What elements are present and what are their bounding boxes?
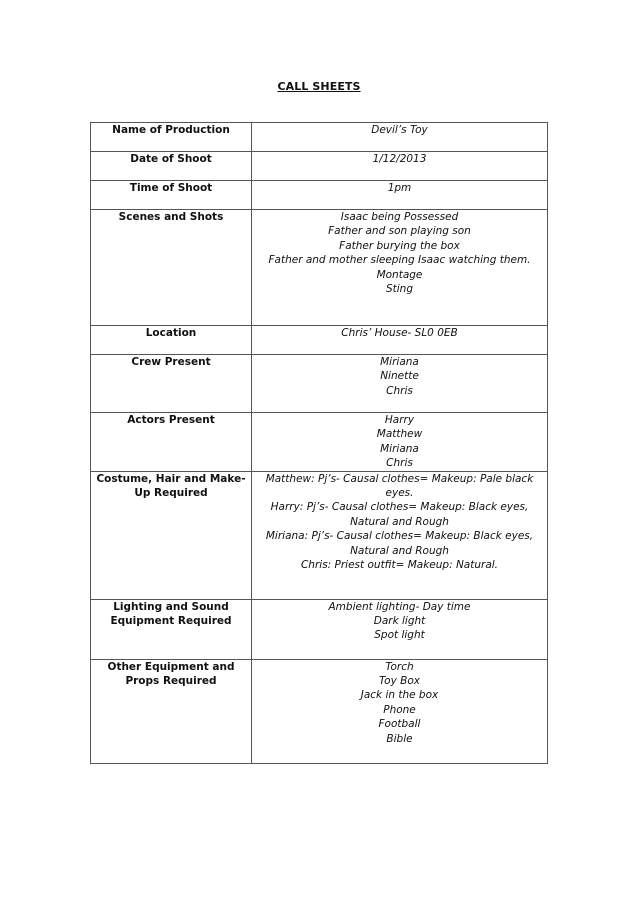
row-value-cell [252,123,548,152]
table-row [91,123,548,152]
row-label-cell [91,123,252,152]
table-row [91,413,548,472]
table-row [91,181,548,210]
row-value: Ninette [380,370,419,383]
row-value: Torch [385,660,414,673]
table-row [91,210,548,326]
row-value: Father and mother sleeping Isaac watching them. [268,254,531,267]
row-value: Montage [376,268,423,281]
row-label: Scenes and Shots [118,211,224,223]
row-value: Miriana: Pj’s- Causal clothes= Makeup: Black eyes, Natural and Rough [265,530,534,557]
row-label-cell [91,210,252,326]
row-value: Chris: Priest outfit= Makeup: Natural. [300,559,499,572]
row-label-cell [91,326,252,355]
row-value-cell [252,413,548,472]
row-value: 1pm [387,182,412,194]
row-value: Sting [385,283,414,296]
row-value: Miriana [380,442,419,455]
page-title: CALL SHEETS [277,80,361,93]
table-row [91,599,548,659]
row-label: Other Equipment and Props Required [107,660,235,688]
row-value: Devil’s Toy [371,124,428,136]
row-value: Chris [386,457,413,470]
row-label-cell [91,471,252,599]
row-value: Ambient lighting- Day time [328,600,471,613]
row-value-cell [252,659,548,763]
row-label-cell [91,599,252,659]
row-value: Spot light [374,629,425,642]
row-value: Matthew: Pj’s- Causal clothes= Makeup: Pale black eyes. [265,472,534,500]
row-label: Time of Shoot [129,182,213,194]
row-value: Isaac being Possessed [340,211,459,223]
row-label: Crew Present [131,356,211,368]
row-value: 1/12/2013 [372,153,427,165]
row-label-cell [91,181,252,210]
row-value: Miriana [380,356,419,368]
row-value-cell [252,599,548,659]
row-label: Lighting and Sound Equipment Required [110,600,232,628]
row-label: Date of Shoot [130,153,212,165]
table-row [91,471,548,599]
row-label: Location [145,327,197,339]
row-value: Dark light [373,615,426,628]
row-value: Harry: Pj’s- Causal clothes= Makeup: Black eyes, Natural and Rough [270,501,529,528]
row-value: Father burying the box [339,239,460,252]
row-value: Harry [384,414,415,426]
row-label-cell [91,152,252,181]
row-value-cell [252,152,548,181]
row-value: Father and son playing son [328,225,471,238]
row-value: Chris [386,384,413,397]
row-value-cell [252,471,548,599]
row-value-cell [252,210,548,326]
call-sheet-table [90,122,548,764]
row-value-cell [252,326,548,355]
table-row [91,326,548,355]
row-label-cell [91,413,252,472]
row-value: Chris’ House- SL0 0EB [341,327,458,339]
table-row [91,152,548,181]
row-value: Bible [386,732,413,745]
table-row [91,659,548,763]
row-label-cell [91,659,252,763]
row-value: Toy Box [379,675,420,688]
row-label: Name of Production [112,124,230,136]
row-value-cell [252,181,548,210]
row-value: Jack in the box [360,689,439,702]
row-label-cell [91,355,252,413]
row-value: Phone [383,703,416,716]
row-label: Actors Present [127,414,215,426]
table-row [91,355,548,413]
row-value: Matthew [376,428,423,441]
row-value-cell [252,355,548,413]
row-value: Football [378,718,421,731]
row-label: Costume, Hair and Make-Up Required [96,472,246,500]
